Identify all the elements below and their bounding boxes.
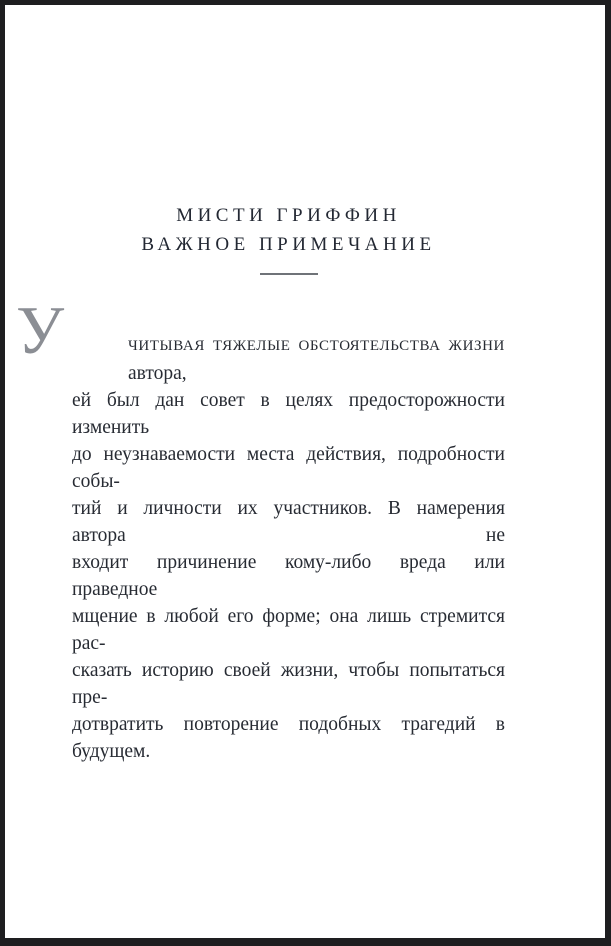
- paragraph-line: [16, 292, 505, 387]
- section-divider: [260, 273, 318, 275]
- paragraph-line: мщение в любой его форме; она лишь стремится рас-: [72, 606, 505, 654]
- drop-cap: У: [16, 292, 65, 368]
- body-paragraph: [16, 292, 505, 765]
- paragraph-line: ей был дан совет в целях предосторожности изменить: [72, 390, 505, 438]
- lead-smallcaps: ЧИТЫВАЯ ТЯЖЕЛЫЕ ОБСТОЯТЕЛЬСТВА ЖИЗНИ: [128, 338, 505, 354]
- book-author-heading: МИСТИ ГРИФФИН: [176, 205, 401, 226]
- paragraph-line: до неузнаваемости места действия, подробности собы-: [72, 444, 505, 492]
- chapter-heading: ВАЖНОЕ ПРИМЕЧАНИЕ: [141, 234, 436, 255]
- content-column: [16, 5, 505, 765]
- paragraph-line: тий и личности их участников. В намерения автора не: [72, 498, 505, 546]
- paragraph-line: сказать историю своей жизни, чтобы попытаться пре-: [72, 660, 505, 708]
- paragraph-line: входит причинение кому-либо вреда или праведное: [72, 552, 505, 600]
- lead-text: автора,: [128, 363, 187, 384]
- paragraph-line: дотвратить повторение подобных трагедий в будущем.: [72, 714, 505, 762]
